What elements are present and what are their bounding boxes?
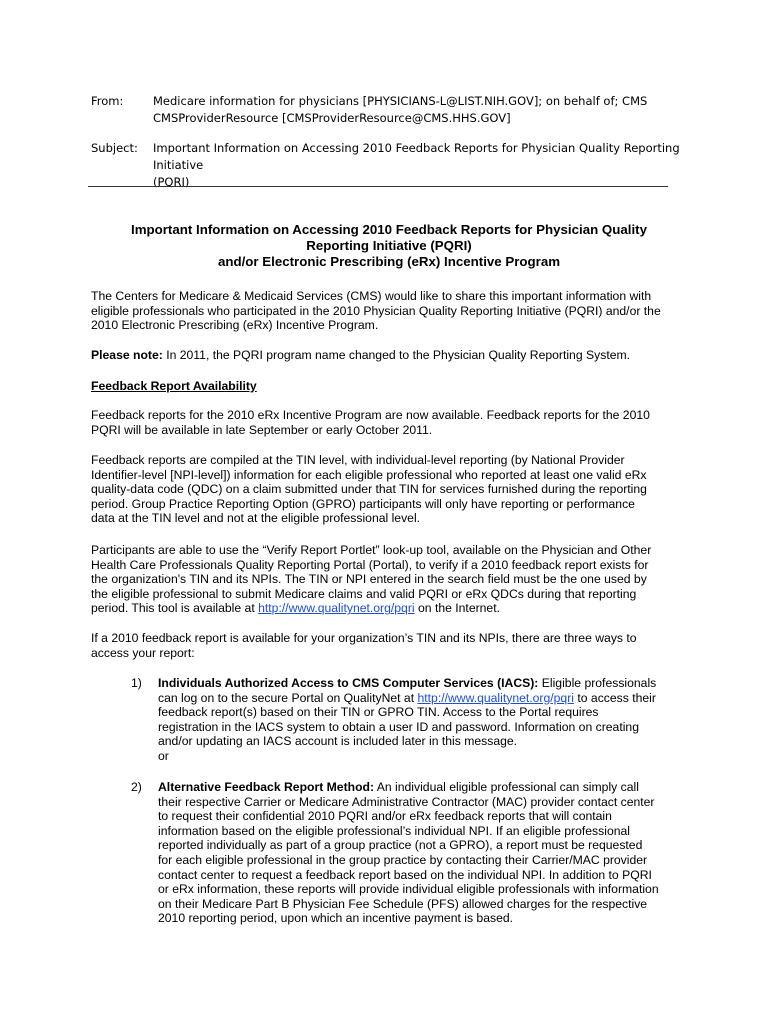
paragraph-line: period. Group Practice Reporting Option (GPRO) participants will only have reporting or performance — [91, 496, 635, 511]
list-item-heading: Alternative Feedback Report Method: — [158, 780, 375, 794]
paragraph-line: their respective Carrier or Medicare Administrative Contractor (MAC) provider contact center — [158, 794, 655, 809]
availability-paragraph — [91, 408, 691, 437]
line-text: Eligible professionals — [538, 676, 657, 690]
intro-paragraph — [91, 289, 691, 333]
paragraph-line: access your report: — [91, 645, 195, 660]
list-item-number: 2) — [131, 780, 142, 794]
header-divider — [88, 186, 668, 187]
line-text: An individual eligible professional can simply call — [374, 780, 639, 794]
subject-value-line: Important Information on Accessing 2010 Feedback Reports for Physician Quality Reporting Initiative — [153, 141, 680, 172]
access-ways-paragraph — [91, 631, 691, 660]
participants-paragraph — [91, 543, 691, 616]
paragraph-line: or eRx information, these reports will provide individual eligible professionals with information — [158, 882, 659, 897]
qualitynet-link[interactable]: http://www.qualitynet.org/pqri — [417, 690, 574, 705]
paragraph-line: on their Medicare Part B Physician Fee Schedule (PFS) allowed charges for the respective — [158, 896, 648, 911]
paragraph-line: Feedback reports for the 2010 eRx Incentive Program are now available. Feedback reports for the 2010 — [91, 408, 650, 422]
paragraph-line: quality-data code (QDC) on a claim submitted under that TIN for services furnished during the reporting — [91, 482, 647, 497]
line-text: period. This tool is available at — [91, 601, 259, 616]
section-heading: Feedback Report Availability — [91, 379, 257, 393]
line-text: to access their — [573, 690, 656, 705]
paragraph-line: to request their confidential 2010 PQRI and/or eRx feedback reports that will contain — [158, 809, 612, 824]
intro-line: 2010 Electronic Prescribing (eRx) Incentive Program. — [91, 318, 379, 333]
paragraph-line: Feedback reports are compiled at the TIN level, with individual-level reporting (by National Provider — [91, 453, 625, 467]
paragraph-line: contact center to request a feedback report based on the individual NPI. In addition to PQRI — [158, 867, 652, 882]
note-text: In 2011, the PQRI program name changed to the Physician Quality Reporting System. — [162, 348, 631, 362]
subject-value-line: (PQRI) — [153, 175, 190, 189]
title-line: Reporting Initiative (PQRI) — [306, 238, 472, 253]
title-line: and/or Electronic Prescribing (eRx) Incentive Program — [217, 254, 561, 269]
document-title — [92, 222, 686, 270]
paragraph-line — [91, 601, 691, 616]
from-value — [153, 93, 693, 127]
paragraph-line: registration in the IACS system to obtain a user ID and password. Information on creating — [158, 719, 639, 734]
list-item-number: 1) — [131, 676, 142, 690]
from-value-line: CMSProviderResource [CMSProviderResource@CMS.HHS.GOV] — [153, 111, 511, 125]
paragraph-line: the eligible professional to submit Medicare claims and valid PQRI or eRx QDCs during that reporting — [91, 586, 637, 601]
note-paragraph — [91, 348, 691, 363]
intro-line: eligible professionals who participated in the 2010 Physician Quality Reporting Initiative (PQRI) and/or the — [91, 303, 661, 318]
from-label: From: — [91, 94, 124, 108]
subject-label: Subject: — [91, 141, 138, 155]
paragraph-line: Identifier-level [NPI-level]) information for each eligible professional who reported at least one valid eRx — [91, 467, 647, 482]
paragraph-line: data at the TIN level and not at the eligible professional level. — [91, 511, 421, 526]
paragraph-line: the organization's TIN and its NPIs. The TIN or NPI entered in the search field must be the one used by — [91, 572, 647, 587]
note-label: Please note: — [91, 348, 163, 362]
from-value-line: Medicare information for physicians [PHYSICIANS-L@LIST.NIH.GOV]; on behalf of; CMS — [153, 94, 648, 108]
line-text: can log on to the secure Portal on QualityNet at — [158, 690, 418, 705]
paragraph-line: 2010 reporting period, upon which an incentive payment is based. — [158, 911, 514, 926]
paragraph-line: PQRI will be available in late September or early October 2011. — [91, 422, 433, 437]
intro-line: The Centers for Medicare & Medicaid Services (CMS) would like to share this important information with — [91, 289, 652, 303]
paragraph-line: If a 2010 feedback report is available for your organization’s TIN and its NPIs, there are three ways to — [91, 631, 637, 645]
paragraph-line: feedback report(s) based on their TIN or GPRO TIN. Access to the Portal requires — [158, 705, 599, 720]
paragraph-line: information based on the eligible professional’s individual NPI. If an eligible professional — [158, 823, 630, 838]
list-item-heading: Individuals Authorized Access to CMS Computer Services (IACS): — [158, 676, 539, 690]
list-item-text — [158, 780, 681, 926]
list-item-text — [158, 676, 681, 764]
line-text: on the Internet. — [414, 601, 500, 616]
paragraph-line: reported individually as part of a group practice (not a GPRO), a report must be requested — [158, 838, 643, 853]
paragraph-line: or — [158, 748, 169, 763]
paragraph-line: Health Care Professionals Quality Reporting Portal (Portal), to verify if a 2010 feedback report exists for — [91, 557, 649, 572]
paragraph-line: Participants are able to use the “Verify Report Portlet” look-up tool, available on the Physician and Other — [91, 543, 652, 557]
qualitynet-link[interactable]: http://www.qualitynet.org/pqri — [258, 601, 415, 616]
paragraph-line: and/or updating an IACS account is included later in this message. — [158, 734, 518, 749]
compiled-paragraph — [91, 453, 691, 526]
paragraph-line: for each eligible professional in the group practice by contacting their Carrier/MAC provider — [158, 852, 648, 867]
subject-value — [153, 140, 693, 191]
title-line: Important Information on Accessing 2010 Feedback Reports for Physician Quality — [131, 222, 647, 237]
